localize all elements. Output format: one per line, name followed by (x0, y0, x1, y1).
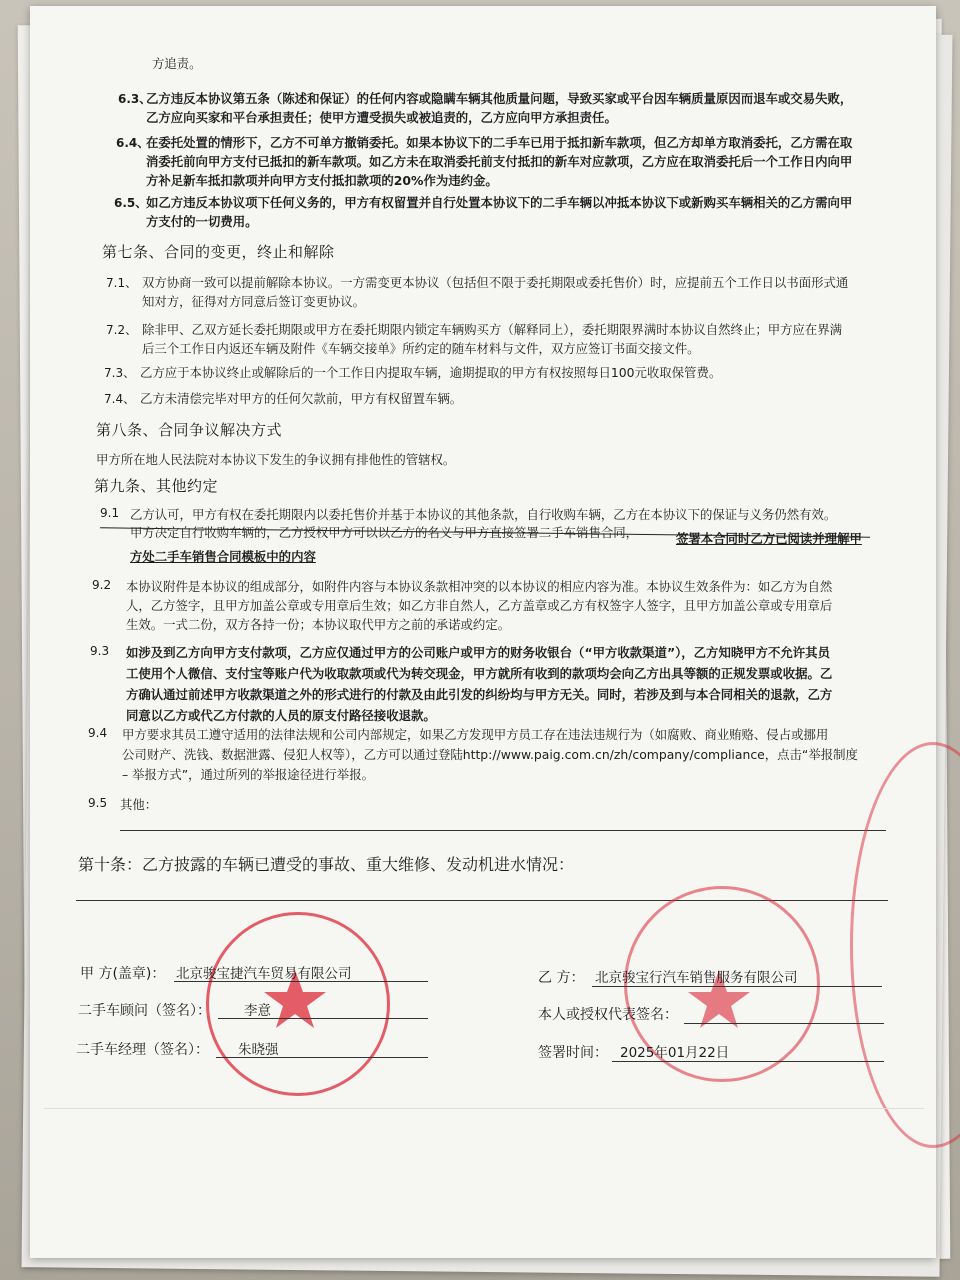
party-a-name: 北京骏宝捷汽车贸易有限公司 (176, 966, 352, 982)
clause-9-2-line2: 人，乙方签字，且甲方加盖公章或专用章后生效；如乙方非自然人，乙方盖章或乙方有权签字人签字，且甲方加盖公章或专用章后 (126, 598, 833, 613)
clause-9-3-line4: 同意以乙方或代乙方付款的人员的原支付路径接收退款。 (126, 708, 436, 723)
clause-9-4-line3: – 举报方式”，通过所列的举报途径进行举报。 (122, 767, 374, 782)
clause-6-4-line1: 在委托处置的情形下，乙方不可单方撤销委托。如果本协议下的二手车已用于抵扣新车款项，但乙方却单方取消委托，乙方需在取 (146, 135, 853, 150)
party-a-line (174, 981, 428, 982)
clause-9-4-number: 9.4 (88, 726, 108, 740)
contract-page (30, 6, 936, 1258)
clause-7-3-number: 7.3、 (104, 366, 136, 380)
article-7-heading: 第七条、合同的变更，终止和解除 (102, 243, 335, 261)
clause-6-4-line2: 消委托前向甲方支付已抵扣的新车款项。如乙方未在取消委托前支付抵扣的新车对应款项，乙方应在取消委托后一个工作日内向甲 (146, 154, 853, 169)
clause-6-3-line2: 乙方应向买家和平台承担责任；使甲方遭受损失或被追责的，乙方应向甲方承担责任。 (146, 110, 617, 125)
page-footer-divider (44, 1108, 924, 1109)
clause-6-4-number: 6.4、 (116, 136, 150, 150)
consultant-line (218, 1018, 428, 1019)
clause-7-2-line2: 后三个工作日内返还车辆及附件《车辆交接单》所约定的随车材料与文件，双方应签订书面交接文件。 (142, 341, 700, 356)
clause-7-1-number: 7.1、 (106, 276, 138, 290)
clause-6-5-number: 6.5、 (114, 196, 148, 210)
clause-9-1-bold-line1: 签署本合同时乙方已阅读并理解甲 (676, 531, 862, 546)
clause-9-3-line1: 如涉及到乙方向甲方支付款项，乙方应仅通过甲方的公司账户或甲方的财务收银台（“甲方收款渠道”），乙方知晓甲方不允许其员 (126, 645, 830, 660)
article-10-heading: 第十条：乙方披露的车辆已遭受的事故、重大维修、发动机进水情况： (78, 855, 575, 874)
consultant-label: 二手车顾问（签名）： (78, 1003, 211, 1019)
party-b-line (592, 986, 882, 987)
continued-text: 方追责。 (152, 56, 202, 71)
signing-date: 2025年01月22日 (620, 1045, 730, 1061)
manager-label: 二手车经理（签名）： (76, 1042, 209, 1058)
seal-a-star-icon (206, 912, 384, 1090)
clause-6-4-line3: 方补足新车抵扣款项并向甲方支付抵扣款项的20%作为违约金。 (146, 173, 498, 188)
clause-7-1-line1: 双方协商一致可以提前解除本协议。一方需变更本协议（包括但不限于委托期限或委托售价）时，应提前五个工作日以书面形式通 (142, 275, 849, 290)
clause-9-1-line1: 乙方认可，甲方有权在委托期限内以委托售价并基于本协议的其他条款，自行收购车辆，乙方在本协议下的保证与义务仍然有效。 (130, 507, 837, 522)
consultant-signature: 李意 (244, 1003, 271, 1019)
clause-6-3-line1: 乙方违反本协议第五条（陈述和保证）的任何内容或隐瞒车辆其他质量问题，导致买家或平台因车辆质量原因而退车或交易失败， (146, 91, 853, 106)
clause-9-5-number: 9.5 (88, 796, 108, 810)
article-9-heading: 第九条、其他约定 (94, 477, 219, 495)
clause-9-3-line2: 工使用个人微信、支付宝等账户代为收取款项或代为转交现金，甲方就所有收到的款项均会向乙方出具等额的正规发票或收据。乙 (126, 666, 833, 681)
clause-9-3-line3: 方确认通过前述甲方收款渠道之外的形式进行的付款及由此引发的纠纷均与甲方无关。同时，若涉及到与本合同相关的退款，乙方 (126, 687, 833, 702)
clause-9-4-line2: 公司财产、洗钱、数据泄露、侵犯人权等），乙方可以通过登陆http://www.paig.com.cn/zh/company/compliance，点击“举报制度 (122, 747, 858, 762)
company-seal-party-a (206, 912, 390, 1096)
partial-seal-right-edge (850, 742, 960, 1148)
clause-6-3-number: 6.3、 (118, 92, 152, 106)
clause-7-4-text: 乙方未清偿完毕对甲方的任何欠款前，甲方有权留置车辆。 (140, 391, 463, 406)
party-a-label: 甲 方(盖章)： (80, 966, 166, 982)
clause-9-2-line1: 本协议附件是本协议的组成部分，如附件内容与本协议条款相冲突的以本协议的相应内容为准。本协议生效条件为：如乙方为自然 (126, 579, 833, 594)
clause-9-5-label: 其他： (120, 797, 158, 812)
party-b-label: 乙 方： (538, 970, 585, 986)
manager-signature: 朱晓强 (238, 1042, 279, 1058)
date-line (612, 1061, 884, 1062)
contract-content (30, 6, 936, 1258)
clause-9-5-blank-line (120, 830, 886, 831)
clause-7-2-number: 7.2、 (106, 323, 138, 337)
article-8-heading: 第八条、合同争议解决方式 (96, 421, 283, 439)
representative-label: 本人或授权代表签名： (538, 1007, 678, 1023)
clause-7-3-text: 乙方应于本协议终止或解除后的一个工作日内提取车辆，逾期提取的甲方有权按照每日100元收取保管费。 (140, 365, 722, 380)
clause-7-2-line1: 除非甲、乙双方延长委托期限或甲方在委托期限内锁定车辆购买方（解释同上），委托期限界满时本协议自然终止；甲方应在界满 (142, 322, 843, 337)
article-8-text: 甲方所在地人民法院对本协议下发生的争议拥有排他性的管辖权。 (96, 452, 456, 467)
party-b-name: 北京骏宝行汽车销售服务有限公司 (595, 970, 798, 986)
clause-9-1-bold-line2: 方处二手车销售合同模板中的内容 (130, 549, 316, 564)
clause-9-2-number: 9.2 (92, 578, 112, 592)
clause-6-5-line2: 方支付的一切费用。 (146, 214, 258, 229)
clause-7-1-line2: 知对方，征得对方同意后签订变更协议。 (142, 294, 366, 309)
clause-9-2-line3: 生效。一式二份，双方各持一份；本协议取代甲方之前的承诺或约定。 (126, 617, 511, 632)
representative-line (684, 1023, 884, 1024)
clause-9-3-number: 9.3 (90, 644, 110, 658)
manager-line (216, 1057, 428, 1058)
clause-9-1-number: 9.1 (100, 506, 120, 520)
clause-6-5-line1: 如乙方违反本协议项下任何义务的，甲方有权留置并自行处置本协议下的二手车辆以冲抵本协议下或新购买车辆相关的乙方需向甲 (146, 195, 853, 210)
date-label: 签署时间： (538, 1045, 608, 1061)
clause-7-4-number: 7.4、 (104, 392, 136, 406)
clause-9-1-line2: 甲方决定自行收购车辆的，乙方授权甲方可以以乙方的名义与甲方直接签署二手车销售合同， (130, 525, 639, 540)
clause-9-4-line1: 甲方要求其员工遵守适用的法律法规和公司内部规定，如果乙方发现甲方员工存在违法违规行为（如腐败、商业贿赂、侵占或挪用 (122, 727, 829, 742)
